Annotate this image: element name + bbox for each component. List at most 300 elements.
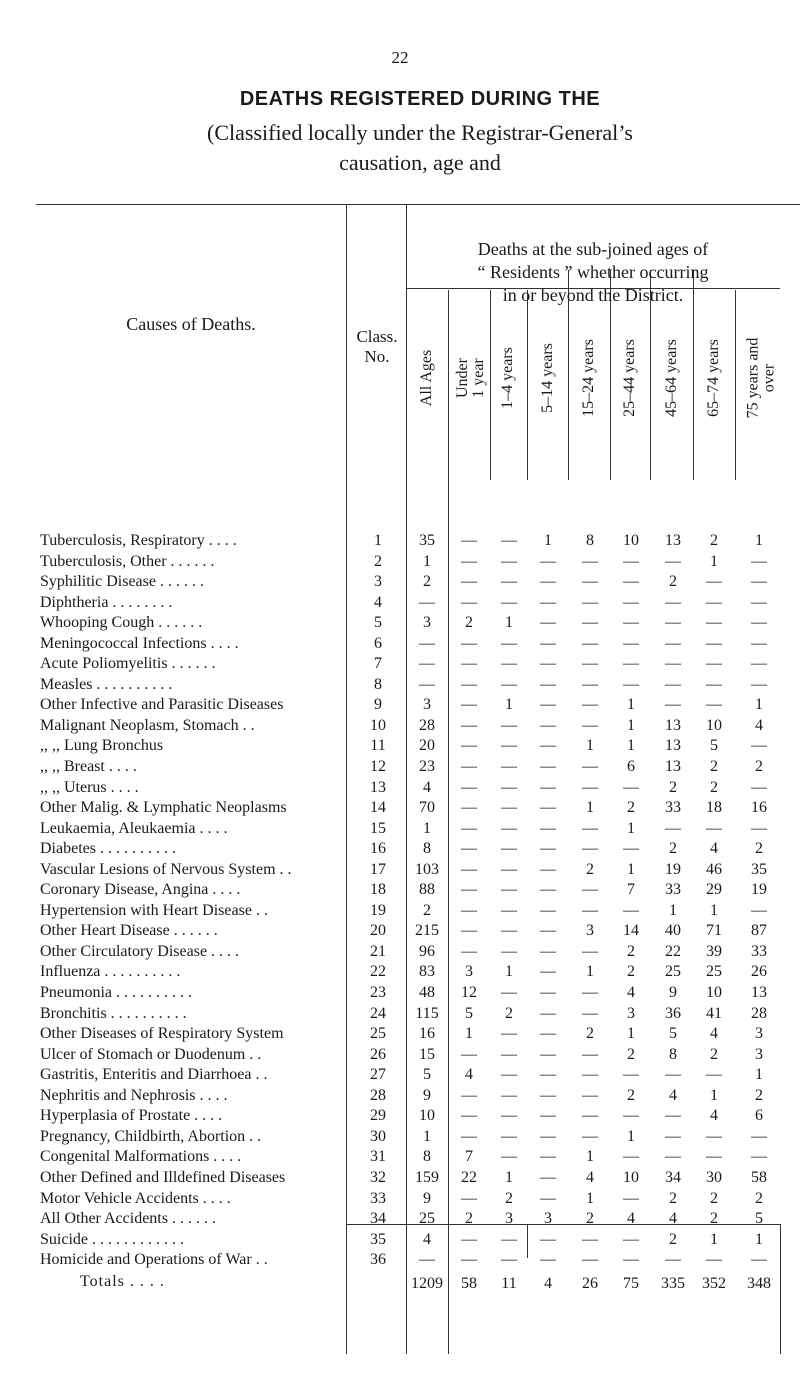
col-header-all-ages (413, 312, 441, 444)
value-cell: 2 (627, 942, 635, 960)
value-cell: 20 (419, 737, 435, 755)
table-row (0, 532, 800, 553)
value-cell: — (461, 799, 477, 817)
value-cell: 8 (669, 1045, 677, 1063)
value-cell: — (461, 532, 477, 549)
value-cell: — (623, 573, 639, 591)
value-cell: — (706, 614, 722, 632)
value-cell: 28 (419, 716, 435, 734)
table-row (0, 1169, 800, 1190)
value-cell: — (501, 675, 517, 693)
value-cell: — (501, 716, 517, 734)
col-divider (735, 290, 736, 480)
col-header-text: 1–4 years (499, 347, 517, 409)
value-cell: 3 (423, 696, 431, 714)
class-cell: 28 (370, 1086, 386, 1104)
value-cell: — (540, 901, 556, 919)
value-cell: 4 (669, 1086, 677, 1104)
table-row (0, 963, 800, 984)
value-cell: — (461, 1127, 477, 1145)
value-cell: — (540, 1148, 556, 1166)
cause-cell: ,, ,, Breast . . . . (40, 758, 137, 776)
value-cell: 5 (669, 1025, 677, 1043)
value-cell: — (501, 860, 517, 878)
value-cell: — (751, 901, 767, 919)
cause-cell: Other Malig. & Lymphatic Neoplasms (40, 799, 287, 817)
class-cell: 30 (370, 1127, 386, 1145)
class-column-header (350, 327, 404, 367)
table-row (0, 1210, 800, 1231)
table-row (0, 614, 800, 635)
value-cell: 33 (665, 881, 681, 899)
value-cell: 1 (627, 737, 635, 755)
value-cell: 1 (586, 963, 594, 981)
table-row (0, 696, 800, 717)
value-cell: — (501, 778, 517, 796)
value-cell: — (461, 573, 477, 591)
value-cell: — (501, 593, 517, 611)
value-cell: 58 (751, 1168, 767, 1186)
value-cell: 2 (627, 1045, 635, 1063)
value-cell: — (665, 634, 681, 652)
value-cell: — (419, 1251, 435, 1269)
value-cell: — (706, 1251, 722, 1269)
class-cell: 5 (374, 614, 382, 632)
total-cell: 335 (661, 1275, 685, 1292)
value-cell: — (751, 778, 767, 796)
value-cell: — (582, 675, 598, 693)
value-cell: 22 (665, 942, 681, 960)
value-cell: — (582, 1045, 598, 1063)
value-cell: — (623, 901, 639, 919)
value-cell: — (623, 655, 639, 673)
value-cell: 71 (706, 922, 722, 940)
value-cell: — (461, 634, 477, 652)
cause-cell: Diabetes . . . . . . . . . . (40, 840, 176, 858)
value-cell: — (582, 1086, 598, 1104)
value-cell: 115 (415, 1004, 439, 1022)
value-cell: 1 (755, 696, 763, 714)
col-header-line: 75 years and (744, 337, 762, 419)
value-cell: — (623, 1107, 639, 1125)
value-cell: 8 (586, 532, 594, 549)
table-row (0, 820, 800, 841)
value-cell: — (501, 942, 517, 960)
value-cell: — (501, 737, 517, 755)
value-cell: 2 (710, 758, 718, 776)
value-cell: 5 (710, 737, 718, 755)
age-group-header-line: “ Residents ” whether occurring (477, 262, 709, 282)
value-cell: — (540, 799, 556, 817)
value-cell: — (540, 984, 556, 1002)
value-cell: — (706, 675, 722, 693)
value-cell: — (751, 614, 767, 632)
col-header-text (745, 338, 777, 419)
value-cell: — (501, 1086, 517, 1104)
value-cell: — (582, 696, 598, 714)
cause-cell: Hypertension with Heart Disease . . (40, 901, 268, 919)
value-cell: 215 (415, 922, 439, 940)
value-cell: — (540, 1168, 556, 1186)
value-cell: 25 (419, 1210, 435, 1228)
class-cell: 6 (374, 634, 382, 652)
value-cell: 26 (751, 963, 767, 981)
class-cell: 21 (370, 942, 386, 960)
value-cell: — (623, 675, 639, 693)
value-cell: — (540, 778, 556, 796)
value-cell: 1 (627, 716, 635, 734)
value-cell: 2 (423, 901, 431, 919)
value-cell: 3 (755, 1045, 763, 1063)
value-cell: — (623, 1189, 639, 1207)
value-cell: 6 (627, 758, 635, 776)
value-cell: — (623, 778, 639, 796)
value-cell: 23 (419, 758, 435, 776)
value-cell: — (540, 593, 556, 611)
value-cell: 18 (706, 799, 722, 817)
value-cell: 2 (627, 799, 635, 817)
cause-cell: Homicide and Operations of War . . (40, 1251, 268, 1269)
value-cell: 3 (627, 1004, 635, 1022)
subtitle-line-2: causation, age and (339, 150, 501, 175)
value-cell: — (540, 922, 556, 940)
table-row (0, 902, 800, 923)
value-cell: 1 (544, 532, 552, 549)
class-cell: 23 (370, 984, 386, 1002)
value-cell: — (665, 1148, 681, 1166)
value-cell: 1 (465, 1025, 473, 1043)
value-cell: 2 (586, 860, 594, 878)
value-cell: — (665, 1127, 681, 1145)
value-cell: 35 (751, 860, 767, 878)
value-cell: 16 (751, 799, 767, 817)
table-row (0, 1025, 800, 1046)
value-cell: — (501, 1230, 517, 1248)
value-cell: — (665, 696, 681, 714)
value-cell: 10 (623, 1168, 639, 1186)
table-row (0, 799, 800, 820)
total-cell: 11 (501, 1275, 517, 1292)
value-cell: 1 (755, 1230, 763, 1248)
value-cell: — (665, 675, 681, 693)
col-header-line: over (760, 363, 778, 393)
col-divider (490, 290, 491, 480)
col-header-line: Under (454, 358, 472, 398)
value-cell: — (501, 573, 517, 591)
value-cell: 8 (423, 1148, 431, 1166)
value-cell: 2 (755, 1189, 763, 1207)
value-cell: 2 (505, 1189, 513, 1207)
value-cell: — (623, 1251, 639, 1269)
value-cell: — (582, 984, 598, 1002)
value-cell: 3 (465, 963, 473, 981)
value-cell: 2 (586, 1025, 594, 1043)
value-cell: — (751, 1127, 767, 1145)
value-cell: 15 (419, 1045, 435, 1063)
cause-cell: ,, ,, Uterus . . . . (40, 778, 139, 796)
value-cell: — (751, 737, 767, 755)
class-cell: 12 (370, 758, 386, 776)
value-cell: — (623, 840, 639, 858)
value-cell: — (419, 655, 435, 673)
cause-cell: Ulcer of Stomach or Duodenum . . (40, 1045, 262, 1063)
value-cell: — (665, 819, 681, 837)
value-cell: — (665, 655, 681, 673)
class-cell: 13 (370, 778, 386, 796)
class-cell: 31 (370, 1148, 386, 1166)
value-cell: 1 (423, 1127, 431, 1145)
value-cell: — (751, 552, 767, 570)
value-cell: — (540, 655, 556, 673)
value-cell: — (501, 1148, 517, 1166)
value-cell: — (751, 593, 767, 611)
value-cell: 2 (669, 778, 677, 796)
total-cell: 1209 (411, 1275, 443, 1292)
cause-cell: Malignant Neoplasm, Stomach . . (40, 716, 255, 734)
value-cell: — (623, 593, 639, 611)
cause-cell: Tuberculosis, Other . . . . . . (40, 552, 215, 570)
table-row (0, 1046, 800, 1067)
value-cell: — (623, 1148, 639, 1166)
value-cell: — (540, 1066, 556, 1084)
class-cell: 19 (370, 901, 386, 919)
value-cell: 2 (465, 1210, 473, 1228)
value-cell: — (461, 901, 477, 919)
col-header-line: 1 year (470, 358, 488, 398)
col-header-45-64 (658, 312, 686, 444)
value-cell: — (461, 819, 477, 837)
value-cell: — (706, 634, 722, 652)
value-cell: — (461, 1107, 477, 1125)
value-cell: 5 (423, 1066, 431, 1084)
table-row (0, 717, 800, 738)
value-cell: 2 (465, 614, 473, 632)
value-cell: 2 (755, 840, 763, 858)
value-cell: 1 (627, 696, 635, 714)
table-row (0, 553, 800, 574)
class-cell: 1 (374, 532, 382, 549)
value-cell: 33 (751, 942, 767, 960)
value-cell: — (419, 634, 435, 652)
value-cell: — (665, 593, 681, 611)
value-cell: — (501, 758, 517, 776)
value-cell: — (582, 1066, 598, 1084)
value-cell: 96 (419, 942, 435, 960)
value-cell: — (461, 1086, 477, 1104)
value-cell: 12 (461, 984, 477, 1002)
value-cell: 41 (706, 1004, 722, 1022)
value-cell: — (501, 984, 517, 1002)
value-cell: 1 (627, 860, 635, 878)
value-cell: — (582, 573, 598, 591)
class-cell: 7 (374, 655, 382, 673)
value-cell: — (501, 634, 517, 652)
value-cell: — (501, 1107, 517, 1125)
value-cell: 29 (706, 881, 722, 899)
cause-cell: Whooping Cough . . . . . . (40, 614, 203, 632)
value-cell: — (540, 634, 556, 652)
value-cell: 1 (586, 737, 594, 755)
table-row (0, 1005, 800, 1026)
value-cell: — (501, 922, 517, 940)
value-cell: — (582, 942, 598, 960)
value-cell: — (665, 614, 681, 632)
value-cell: — (751, 1251, 767, 1269)
class-cell: 15 (370, 819, 386, 837)
table-row (0, 573, 800, 594)
table-row (0, 1107, 800, 1128)
value-cell: — (751, 1148, 767, 1166)
table-row (0, 943, 800, 964)
class-cell: 24 (370, 1004, 386, 1022)
value-cell: — (540, 860, 556, 878)
value-cell: 2 (710, 778, 718, 796)
causes-column-header: Causes of Deaths. (126, 314, 256, 334)
value-cell: 1 (755, 1066, 763, 1084)
class-cell: 29 (370, 1107, 386, 1125)
value-cell: — (706, 819, 722, 837)
table-row (0, 1128, 800, 1149)
value-cell: — (461, 1251, 477, 1269)
value-cell: — (751, 655, 767, 673)
value-cell: — (540, 552, 556, 570)
value-cell: — (461, 758, 477, 776)
value-cell: — (582, 552, 598, 570)
value-cell: 4 (710, 1107, 718, 1125)
class-cell: 16 (370, 840, 386, 858)
value-cell: 13 (665, 716, 681, 734)
cause-cell: Other Diseases of Respiratory System (40, 1025, 284, 1043)
value-cell: — (501, 819, 517, 837)
value-cell: — (582, 758, 598, 776)
cause-cell: Bronchitis . . . . . . . . . . (40, 1004, 187, 1022)
value-cell: — (540, 963, 556, 981)
value-cell: — (582, 1107, 598, 1125)
value-cell: 4 (755, 716, 763, 734)
class-cell: 26 (370, 1045, 386, 1063)
value-cell: 10 (419, 1107, 435, 1125)
value-cell: 1 (505, 696, 513, 714)
table-row (0, 758, 800, 779)
value-cell: — (501, 840, 517, 858)
data-rows (0, 532, 800, 1272)
col-header-text: 65–74 years (705, 339, 723, 417)
table-row (0, 594, 800, 615)
total-cell: 4 (544, 1275, 552, 1292)
col-header-text (455, 358, 487, 398)
value-cell: — (501, 655, 517, 673)
value-cell: — (582, 634, 598, 652)
value-cell: — (461, 696, 477, 714)
value-cell: — (540, 758, 556, 776)
value-cell: — (582, 1230, 598, 1248)
value-cell: — (461, 942, 477, 960)
value-cell: — (540, 942, 556, 960)
totals-label: Totals . . . . (80, 1273, 165, 1290)
value-cell: — (623, 1230, 639, 1248)
value-cell: 2 (710, 1189, 718, 1207)
value-cell: — (706, 1148, 722, 1166)
age-group-header (406, 238, 780, 307)
col-header-text: 45–64 years (663, 339, 681, 417)
table-row (0, 984, 800, 1005)
value-cell: 2 (755, 1086, 763, 1104)
value-cell: — (540, 675, 556, 693)
class-cell: 33 (370, 1189, 386, 1207)
cause-cell: Gastritis, Enteritis and Diarrhoea . . (40, 1066, 268, 1084)
value-cell: — (751, 634, 767, 652)
value-cell: 7 (465, 1148, 473, 1166)
value-cell: 13 (665, 532, 681, 549)
subtitle-line-1: (Classified locally under the Registrar-General’s (207, 120, 633, 145)
table-row (0, 1251, 800, 1272)
value-cell: 14 (623, 922, 639, 940)
table-row (0, 881, 800, 902)
value-cell: 1 (669, 901, 677, 919)
value-cell: — (540, 1086, 556, 1104)
table-top-rule (36, 204, 800, 205)
value-cell: 34 (665, 1168, 681, 1186)
class-cell: 10 (370, 716, 386, 734)
value-cell: 1 (755, 532, 763, 549)
class-cell: 34 (370, 1210, 386, 1228)
value-cell: 2 (669, 1189, 677, 1207)
value-cell: — (419, 675, 435, 693)
cause-cell: Other Infective and Parasitic Diseases (40, 696, 284, 714)
value-cell: 10 (706, 984, 722, 1002)
total-cell: 26 (582, 1275, 598, 1292)
class-cell: 4 (374, 593, 382, 611)
value-cell: 4 (627, 984, 635, 1002)
total-cell: 352 (702, 1275, 726, 1292)
value-cell: 3 (586, 922, 594, 940)
value-cell: 4 (710, 840, 718, 858)
value-cell: 2 (710, 532, 718, 549)
value-cell: 4 (586, 1168, 594, 1186)
value-cell: 1 (627, 1025, 635, 1043)
col-header-text: 5–14 years (539, 343, 557, 413)
value-cell: 4 (465, 1066, 473, 1084)
col-divider (527, 290, 528, 480)
age-group-header-line: Deaths at the sub-joined ages of (477, 239, 709, 259)
table-row (0, 1190, 800, 1211)
value-cell: — (540, 819, 556, 837)
value-cell: 6 (755, 1107, 763, 1125)
class-cell: 25 (370, 1025, 386, 1043)
value-cell: 70 (419, 799, 435, 817)
value-cell: — (623, 1066, 639, 1084)
value-cell: 1 (586, 1148, 594, 1166)
table-row (0, 1231, 800, 1252)
cause-cell: Syphilitic Disease . . . . . . (40, 573, 204, 591)
cause-cell: Leukaemia, Aleukaemia . . . . (40, 819, 228, 837)
value-cell: — (501, 1127, 517, 1145)
value-cell: — (501, 532, 517, 549)
class-cell: 3 (374, 573, 382, 591)
value-cell: 83 (419, 963, 435, 981)
value-cell: — (665, 1066, 681, 1084)
value-cell: — (582, 655, 598, 673)
table-row (0, 1087, 800, 1108)
value-cell: 19 (751, 881, 767, 899)
value-cell: — (582, 901, 598, 919)
value-cell: — (623, 552, 639, 570)
class-cell: 36 (370, 1251, 386, 1269)
value-cell: 9 (423, 1189, 431, 1207)
value-cell: — (706, 573, 722, 591)
class-cell: 11 (370, 737, 386, 755)
value-cell: — (582, 778, 598, 796)
